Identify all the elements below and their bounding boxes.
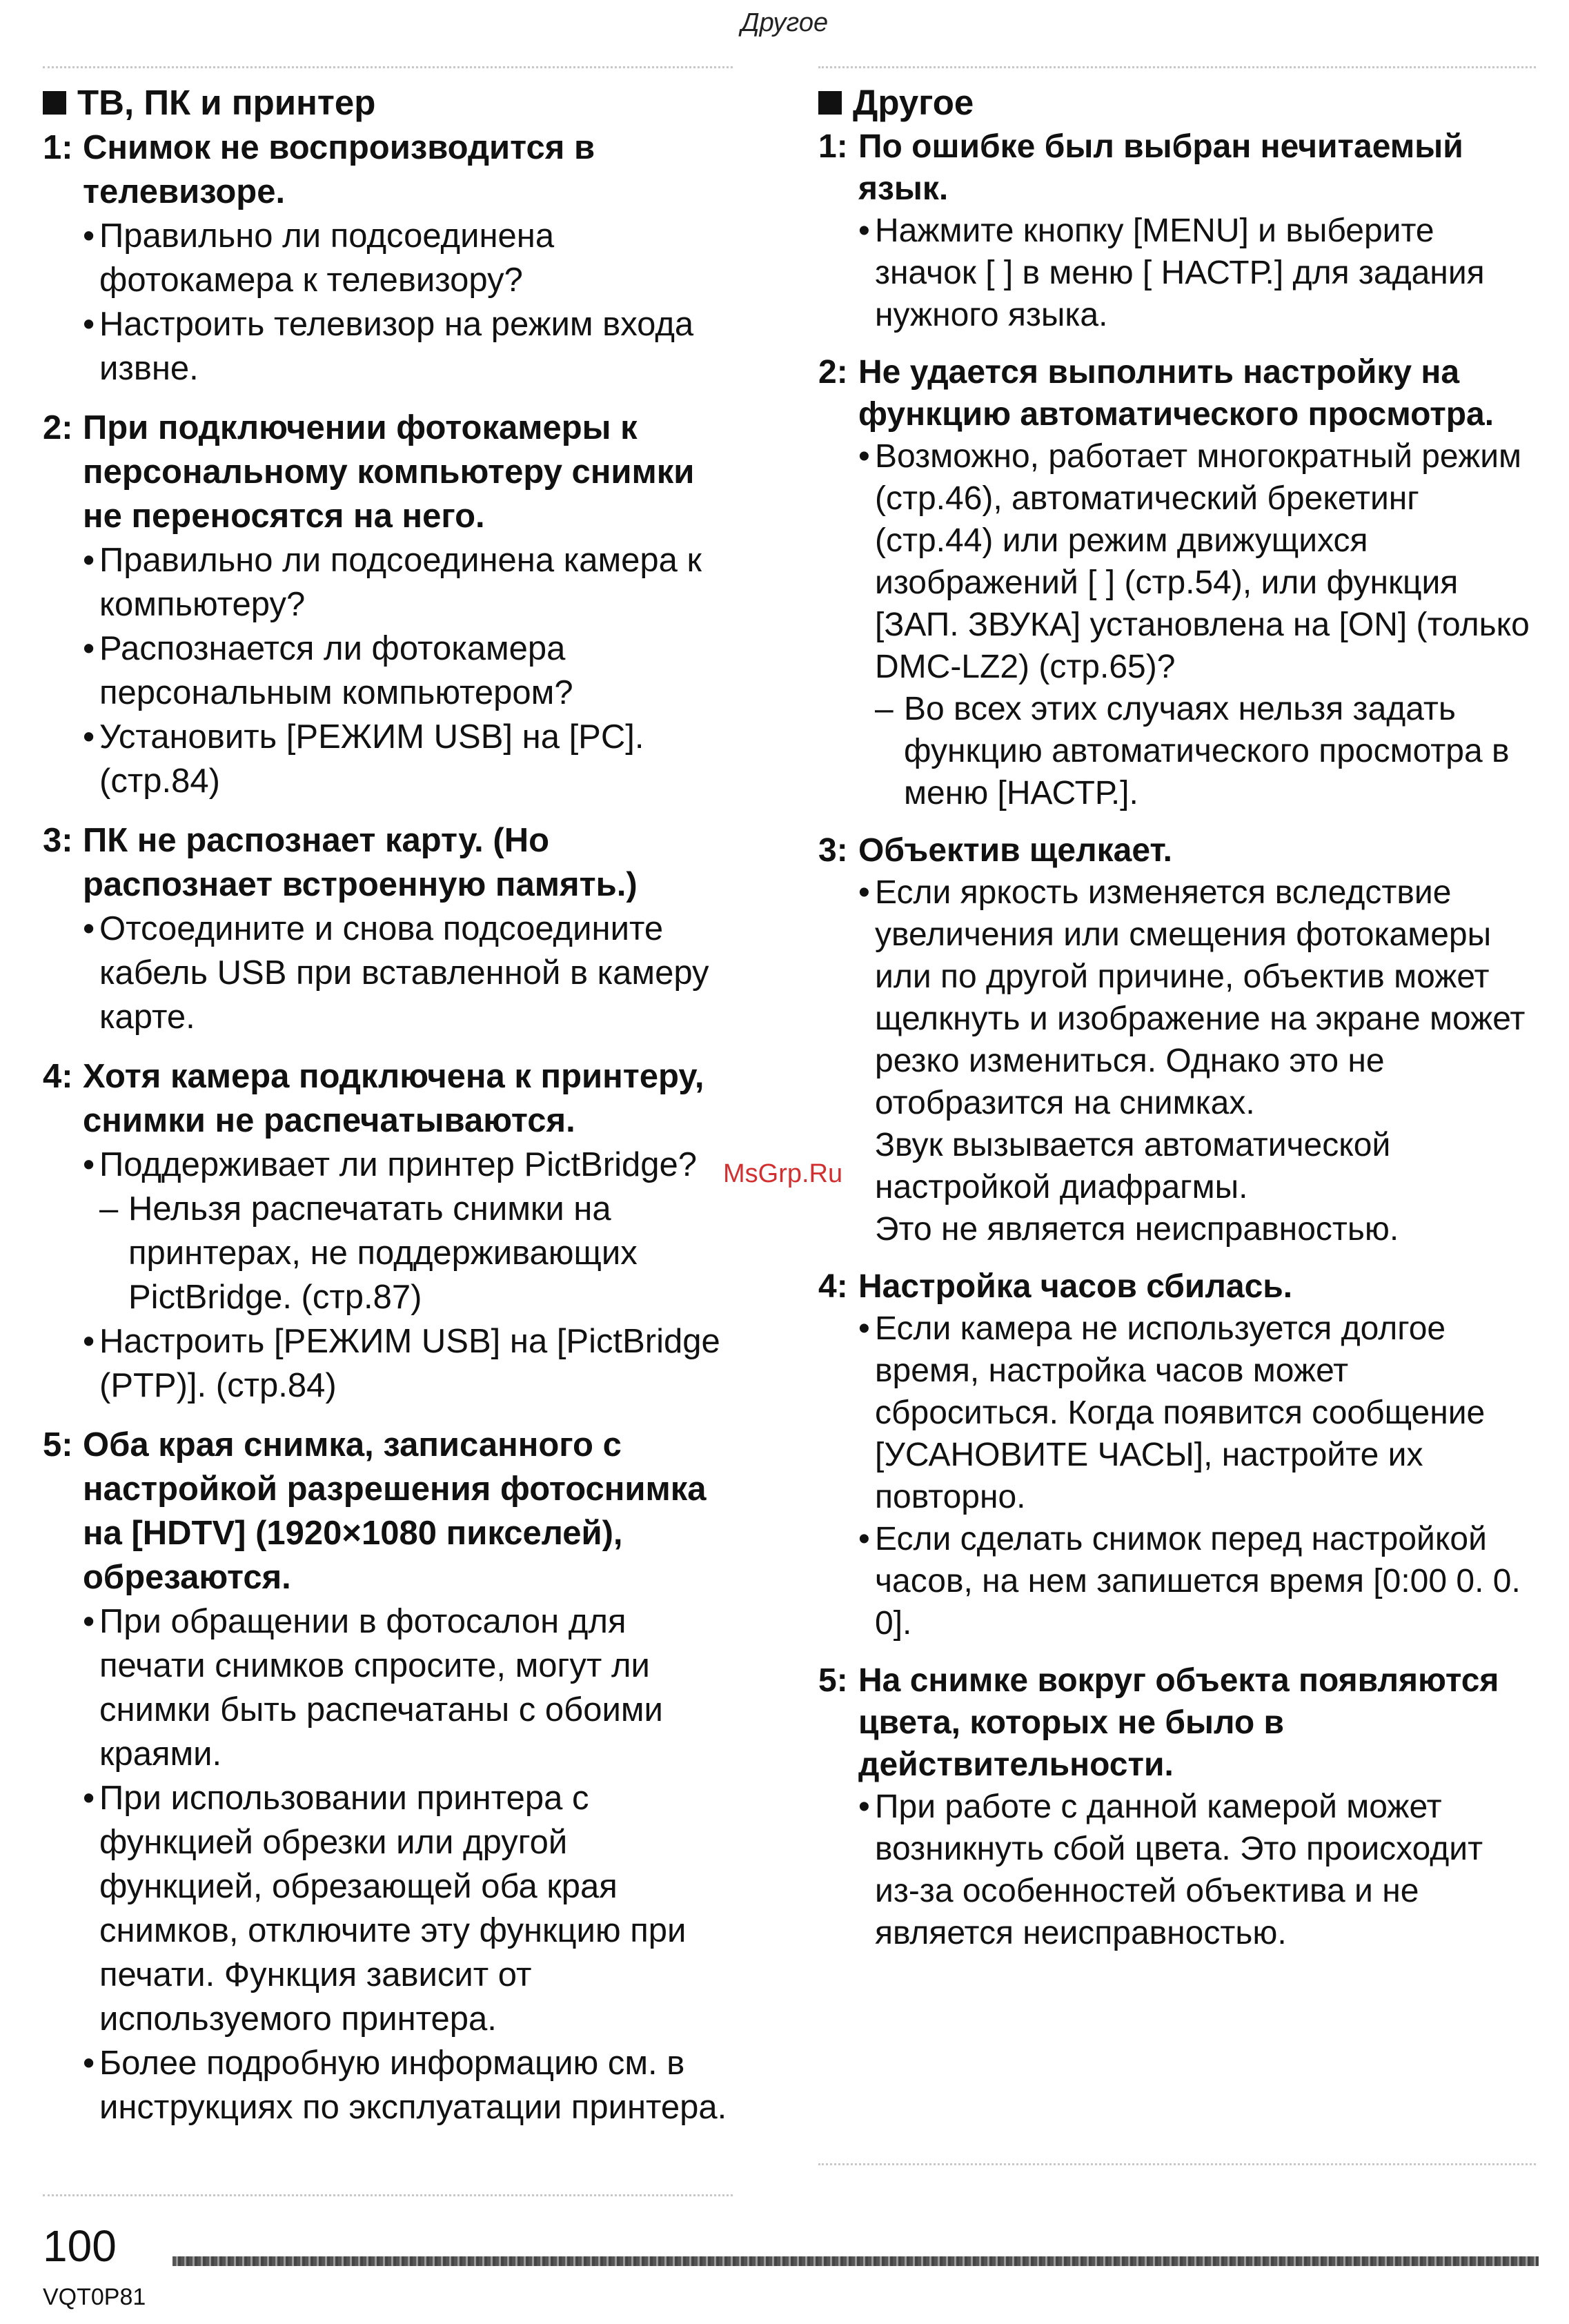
answer-bullet: • Если сделать снимок перед настройкой часов, на нем запишется время [0:00 0. 0. 0]. <box>858 1518 1536 1644</box>
left-column <box>43 81 733 2129</box>
section-heading-text: Другое <box>853 83 974 122</box>
answer-bullet: • Настроить телевизор на режим входа извне. <box>83 302 733 391</box>
square-bullet-icon <box>818 91 842 115</box>
question-number: 2: <box>818 354 848 391</box>
page-header: Другое <box>740 8 829 37</box>
question-title: Настройка часов сбилась. <box>858 1268 1293 1305</box>
header-rule-right <box>818 66 1536 68</box>
answer-bullet: • Нажмите кнопку [MENU] и выберите значок [ ] в меню [ НАСТР.] для задания нужного языка. <box>858 210 1536 336</box>
answer-note: – Во всех этих случаях нельзя задать функцию автоматического просмотра в меню [НАСТР.]. <box>858 688 1536 814</box>
question-title: На снимке вокруг объекта появляются цвета, которых не было в действительности. <box>858 1662 1499 1783</box>
section-heading-text: ТВ, ПК и принтер <box>77 83 376 122</box>
question-number: 5: <box>818 1662 848 1699</box>
footer-bar <box>172 2256 1539 2266</box>
question-title: Оба края снимка, записанного с настройкой разрешения фотоснимка на [HDTV] (1920×1080 пикселей), обрезаются. <box>83 1426 707 1596</box>
answer-bullet: • При использовании принтера с функцией обрезки или другой функцией, обрезающей оба края снимков, отключите эту функцию при печати. Функция зависит от используемого принтера. <box>83 1776 733 2041</box>
document-code: VQT0P81 <box>43 2284 146 2310</box>
section-heading-tv-pc-printer <box>43 81 733 124</box>
question-title: При подключении фотокамеры к персональному компьютеру снимки не переносятся на него. <box>83 409 695 535</box>
answer-bullet: • Более подробную информацию см. в инструкциях по эксплуатации принтера. <box>83 2041 733 2129</box>
question-number: 3: <box>818 832 848 869</box>
answer-text: Это не является неисправностью. <box>875 1211 1399 1248</box>
answer-bullet: • Поддерживает ли принтер PictBridge? <box>83 1143 733 1187</box>
header-rule-left <box>43 66 733 68</box>
question-item <box>818 829 1536 1250</box>
watermark: MsGrp.Ru <box>723 1159 843 1188</box>
question-item <box>43 406 733 803</box>
question-item <box>818 126 1536 336</box>
question-item <box>818 351 1536 814</box>
question-title: Снимок не воспроизводится в телевизоре. <box>83 129 595 210</box>
question-item <box>43 818 733 1039</box>
question-number: 4: <box>43 1058 73 1095</box>
answer-bullet: • Настроить [РЕЖИМ USB] на [PictBridge (PTP)]. (стр.84) <box>83 1319 733 1408</box>
answer-bullet: • Если камера не используется долгое время, настройка часов может сброситься. Когда появится сообщение [УСАНОВИТЕ ЧАСЫ], настройте их повторно. <box>858 1308 1536 1518</box>
answer-note: – Нельзя распечатать снимки на принтерах, не поддерживающих PictBridge. (стр.87) <box>83 1187 733 1319</box>
answer-bullet: • Установить [РЕЖИМ USB] на [PC]. (стр.84) <box>83 715 733 803</box>
question-number: 4: <box>818 1268 848 1305</box>
question-number: 2: <box>43 409 73 446</box>
question-number: 5: <box>43 1426 73 1464</box>
question-item <box>43 1423 733 2129</box>
square-bullet-icon <box>43 91 66 115</box>
question-title: По ошибке был выбран нечитаемый язык. <box>858 128 1463 207</box>
answer-bullet: • Отсоедините и снова подсоедините кабель USB при вставленной в камеру карте. <box>83 907 733 1039</box>
question-number: 1: <box>43 129 73 166</box>
question-item <box>43 126 733 391</box>
question-title: Не удается выполнить настройку на функцию автоматического просмотра. <box>858 354 1494 433</box>
answer-bullet: • Распознается ли фотокамера персональным компьютером? <box>83 627 733 715</box>
answer-bullet: • При обращении в фотосалон для печати снимков спросите, могут ли снимки быть распечатаны с обоими краями. <box>83 1599 733 1776</box>
question-item <box>43 1054 733 1408</box>
answer-bullet: • При работе с данной камерой может возникнуть сбой цвета. Это происходит из-за особенностей объектива и не является неисправностью. <box>858 1786 1536 1954</box>
answer-text: Звук вызывается автоматической настройкой диафрагмы. <box>875 1127 1391 1205</box>
page-number: 100 <box>43 2221 117 2271</box>
question-item <box>818 1266 1536 1644</box>
answer-bullet: • Правильно ли подсоединена камера к компьютеру? <box>83 538 733 627</box>
answer-bullet: • Возможно, работает многократный режим (стр.46), автоматический брекетинг (стр.44) или режим движущихся изображений [ ] (стр.54), или функция [ЗАП. ЗВУКА] установлена на [ON] (только DMC-LZ2) (стр.65)? <box>858 435 1536 688</box>
question-title: Хотя камера подключена к принтеру, снимки не распечатываются. <box>83 1058 704 1139</box>
question-number: 1: <box>818 128 848 165</box>
answer-bullet: • Правильно ли подсоединена фотокамера к телевизору? <box>83 214 733 302</box>
footer-rule-left <box>43 2194 733 2196</box>
question-number: 3: <box>43 822 73 859</box>
footer-rule-right <box>818 2163 1536 2165</box>
question-item <box>818 1660 1536 1954</box>
question-title: ПК не распознает карту. (Но распознает встроенную память.) <box>83 822 638 903</box>
section-heading-other <box>818 81 1536 124</box>
right-column <box>818 81 1536 1954</box>
answer-bullet: • Если яркость изменяется вследствие увеличения или смещения фотокамеры или по другой причине, объектив может щелкнуть и изображение на экране может резко измениться. Однако это не отобразится на снимках. <box>858 872 1536 1124</box>
question-title: Объектив щелкает. <box>858 832 1173 869</box>
